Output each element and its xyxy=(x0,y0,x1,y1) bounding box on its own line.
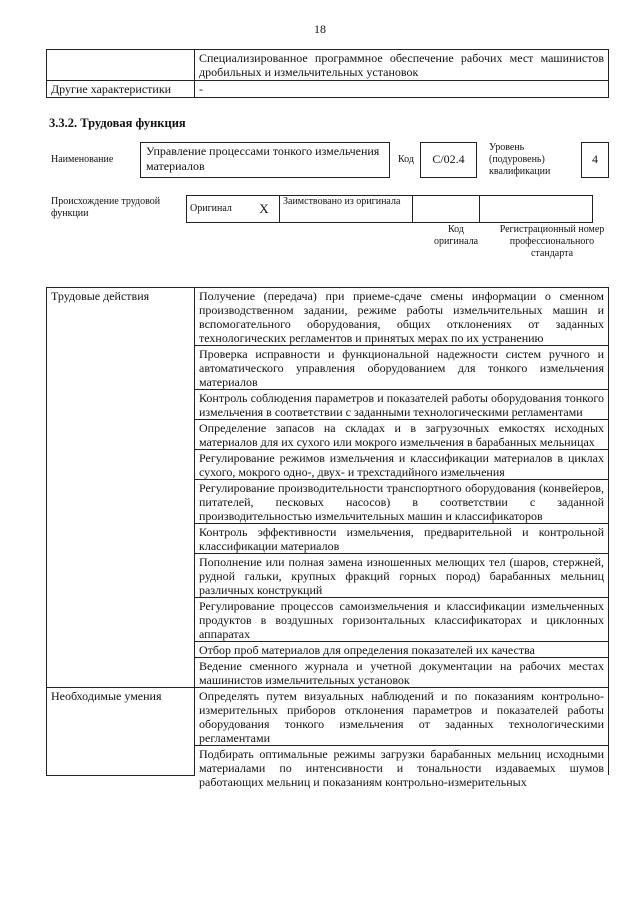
action-item: Получение (передача) при приеме-сдаче смены информации о сменном производственном задании, режиме работы измельчительных машин и вспомогательного оборудования, общих отклонениях от заданных технологических регламентов и принятых мерах по их устранению xyxy=(195,288,609,346)
name-label: Наименование xyxy=(51,154,114,165)
code-value: С/02.4 xyxy=(420,142,477,178)
labor-function-table xyxy=(46,287,609,789)
table-row xyxy=(47,81,609,98)
code-original-caption: Код оригинала xyxy=(433,224,479,247)
action-item: Проверка исправности и функциональной надежности систем ручного и автоматического управления оборудованием для тонкого измельчения материалов xyxy=(195,346,609,390)
table-row xyxy=(47,288,609,346)
reg-number-cell xyxy=(480,196,593,223)
level-label: Уровень (подуровень) квалификации xyxy=(489,142,551,177)
origin-label: Происхождение трудовой функции xyxy=(51,196,161,219)
skill-item: Подбирать оптимальные режимы загрузки барабанных мельниц исходными материалами по интенсивности и тональности издаваемых шумов работающих мельниц и показаниям контрольно-измерительных xyxy=(199,747,604,789)
level-value: 4 xyxy=(581,142,609,178)
reg-number-caption: Регистрационный номер профессионального стандарта xyxy=(499,224,605,259)
table-row xyxy=(47,50,609,81)
action-item: Отбор проб материалов для определения показателей их качества xyxy=(195,642,609,658)
borrowed-label: Заимствовано из оригинала xyxy=(280,196,413,223)
action-item: Регулирование процессов самоизмельчения и классификации измельченных продуктов в воздушных горизонтальных классификаторах и циклонных аппаратах xyxy=(195,598,609,642)
original-mark: Х xyxy=(249,196,280,223)
action-item: Определение запасов на складах и в загрузочных емкостях исходных материалов для их сухого или мокрого измельчения в барабанных мельницах xyxy=(195,420,609,450)
action-item: Регулирование производительности транспортного оборудования (конвейеров, питателей, песковых насосов) в соответствии с заданной производительностью измельчительных машин и классификаторов xyxy=(195,480,609,524)
page-number: 18 xyxy=(314,22,326,36)
action-item: Ведение сменного журнала и учетной документации на рабочих местах машинистов измельчительных установок xyxy=(195,658,609,688)
skill-item-cell xyxy=(195,746,609,789)
row-label: Другие характеристики xyxy=(47,81,195,98)
table-cell: Специализированное программное обеспечение рабочих мест машинистов дробильных и измельчительных установок xyxy=(195,50,609,81)
table-row xyxy=(47,688,609,746)
name-value: Управление процессами тонкого измельчения материалов xyxy=(140,142,390,178)
table-cell: - xyxy=(195,81,609,98)
action-item: Пополнение или полная замена изношенных мелющих тел (шаров, стержней, рудной гальки, крупных фракций горных пород) барабанных мельниц различных конструкций xyxy=(195,554,609,598)
section-title: 3.3.2. Трудовая функция xyxy=(49,116,186,130)
origin-table xyxy=(186,195,593,223)
skill-item: Определять путем визуальных наблюдений и по показаниям контрольно-измерительных приборов отклонения параметров и показателей работы оборудования тонкого измельчения от заданных технологическими регламентами xyxy=(195,688,609,746)
continued-table xyxy=(46,49,609,98)
code-original-cell xyxy=(413,196,480,223)
original-label: Оригинал xyxy=(187,196,250,223)
table-row xyxy=(187,196,593,223)
actions-label: Трудовые действия xyxy=(47,288,195,688)
empty-cell xyxy=(47,50,195,81)
code-label: Код xyxy=(398,154,414,165)
action-item: Контроль эффективности измельчения, предварительной и контрольной классификации материалов xyxy=(195,524,609,554)
skills-label: Необходимые умения xyxy=(47,688,195,776)
action-item: Контроль соблюдения параметров и показателей работы оборудования тонкого измельчения в соответствии с заданными технологическими регламентами xyxy=(195,390,609,420)
action-item: Регулирование режимов измельчения и классификации материалов в циклах сухого, мокрого одно-, двух- и трехстадийного измельчения xyxy=(195,450,609,480)
